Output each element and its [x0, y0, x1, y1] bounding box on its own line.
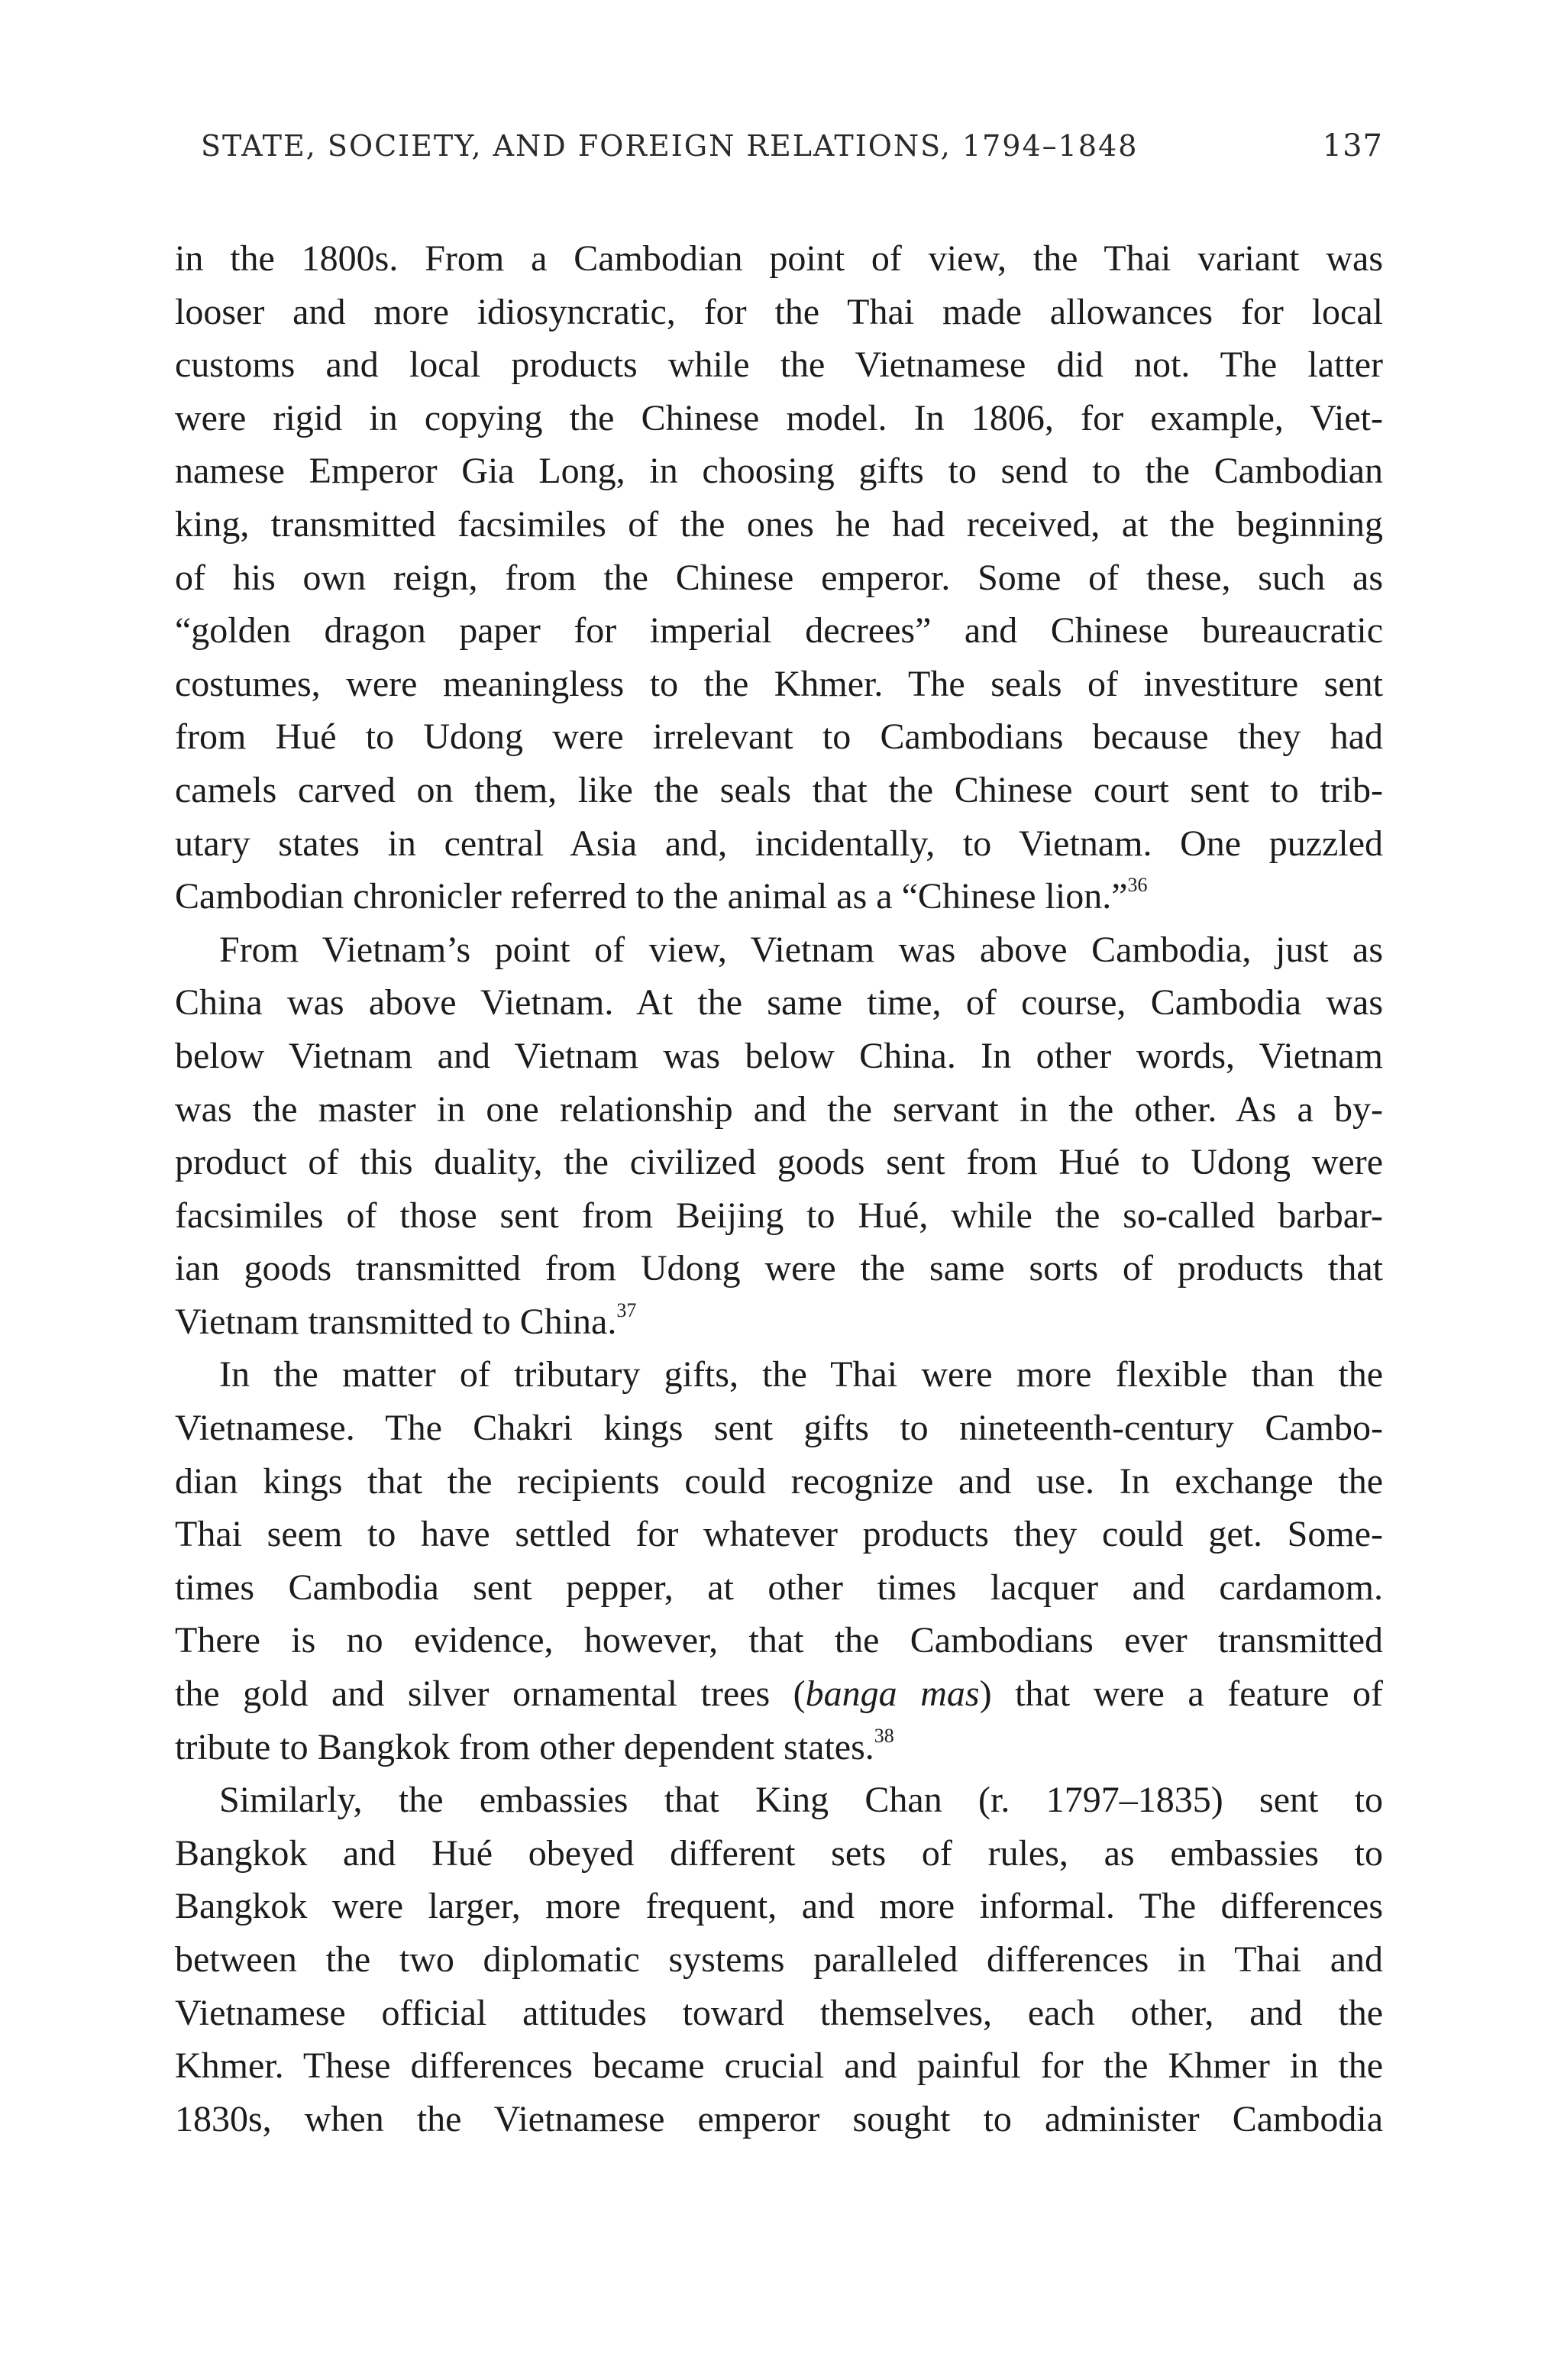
text-line: namese Emperor Gia Long, in choosing gifts to send to the Cambodian: [175, 451, 1383, 492]
text-line: In the matter of tributary gifts, the Thai were more flexible than the: [219, 1354, 1383, 1395]
text-line-content: Cambodian chronicler referred to the animal as a “Chinese lion.”: [175, 876, 1128, 917]
text-line: times Cambodia sent pepper, at other times lacquer and cardamom.: [175, 1567, 1383, 1608]
text-line: from Hué to Udong were irrelevant to Cambodians because they had: [175, 716, 1383, 758]
text-line: product of this duality, the civilized goods sent from Hué to Udong were: [175, 1142, 1383, 1183]
text-line: Bangkok and Hué obeyed different sets of rules, as embassies to: [175, 1832, 1383, 1874]
text-line: [175, 1295, 1383, 1349]
text-segment: the gold and silver ornamental trees (: [175, 1673, 806, 1715]
footnote-ref-37: 37: [616, 1298, 637, 1321]
page-number: 137: [1322, 128, 1383, 163]
text-line: in the 1800s. From a Cambodian point of view, the Thai variant was: [175, 238, 1383, 279]
text-line: below Vietnam and Vietnam was below China. In other words, Vietnam: [175, 1035, 1383, 1076]
text-line: “golden dragon paper for imperial decrees” and Chinese bureaucratic: [175, 610, 1383, 652]
text-line: From Vietnam’s point of view, Vietnam was above Cambodia, just as: [219, 929, 1383, 970]
italic-term: banga mas: [805, 1673, 980, 1715]
footnote-ref-36: 36: [1127, 874, 1148, 897]
running-title: STATE, SOCIETY, AND FOREIGN RELATIONS, 1794–1848: [201, 129, 1139, 163]
text-line: was the master in one relationship and the servant in the other. As a by-: [175, 1088, 1383, 1130]
running-head: [201, 128, 1383, 174]
text-line: camels carved on them, like the seals that the Chinese court sent to trib-: [175, 769, 1383, 810]
text-line: costumes, were meaningless to the Khmer. The seals of investiture sent: [175, 663, 1383, 704]
text-line: Thai seem to have settled for whatever products they could get. Some-: [175, 1514, 1383, 1555]
text-line: were rigid in copying the Chinese model. In 1806, for example, Viet-: [175, 397, 1383, 438]
body-text: [175, 232, 1383, 2146]
text-line: utary states in central Asia and, incidentally, to Vietnam. One puzzled: [175, 823, 1383, 864]
text-line: Similarly, the embassies that King Chan (r. 1797–1835) sent to: [219, 1780, 1383, 1821]
footnote-ref-38: 38: [874, 1724, 894, 1747]
text-line: [175, 1721, 1383, 1774]
text-line: of his own reign, from the Chinese emperor. Some of these, such as: [175, 557, 1383, 598]
text-segment: ) that were a feature of: [979, 1673, 1383, 1715]
text-line: There is no evidence, however, that the Cambodians ever transmitted: [175, 1620, 1383, 1661]
text-line: Bangkok were larger, more frequent, and more informal. The differences: [175, 1886, 1383, 1927]
text-line: [175, 870, 1383, 923]
text-line: [175, 1667, 1383, 1721]
text-line: 1830s, when the Vietnamese emperor sought to administer Cambodia: [175, 2098, 1383, 2139]
text-line: looser and more idiosyncratic, for the Thai made allowances for local: [175, 291, 1383, 332]
text-line: between the two diplomatic systems paralleled differences in Thai and: [175, 1939, 1383, 1980]
text-line-content: tribute to Bangkok from other dependent states.: [175, 1726, 874, 1767]
text-line: king, transmitted facsimiles of the ones he had received, at the beginning: [175, 503, 1383, 545]
text-line: dian kings that the recipients could recognize and use. In exchange the: [175, 1460, 1383, 1502]
text-line: facsimiles of those sent from Beijing to Hué, while the so-called barbar-: [175, 1195, 1383, 1236]
text-line: Vietnamese official attitudes toward themselves, each other, and the: [175, 1992, 1383, 2033]
text-line-content: Vietnam transmitted to China.: [175, 1301, 617, 1342]
text-line: ian goods transmitted from Udong were the same sorts of products that: [175, 1248, 1383, 1289]
text-line: Vietnamese. The Chakri kings sent gifts to nineteenth-century Cambo-: [175, 1408, 1383, 1449]
text-line: customs and local products while the Vietnamese did not. The latter: [175, 344, 1383, 386]
text-line: Khmer. These differences became crucial and painful for the Khmer in the: [175, 2045, 1383, 2087]
text-line: China was above Vietnam. At the same time, of course, Cambodia was: [175, 982, 1383, 1023]
